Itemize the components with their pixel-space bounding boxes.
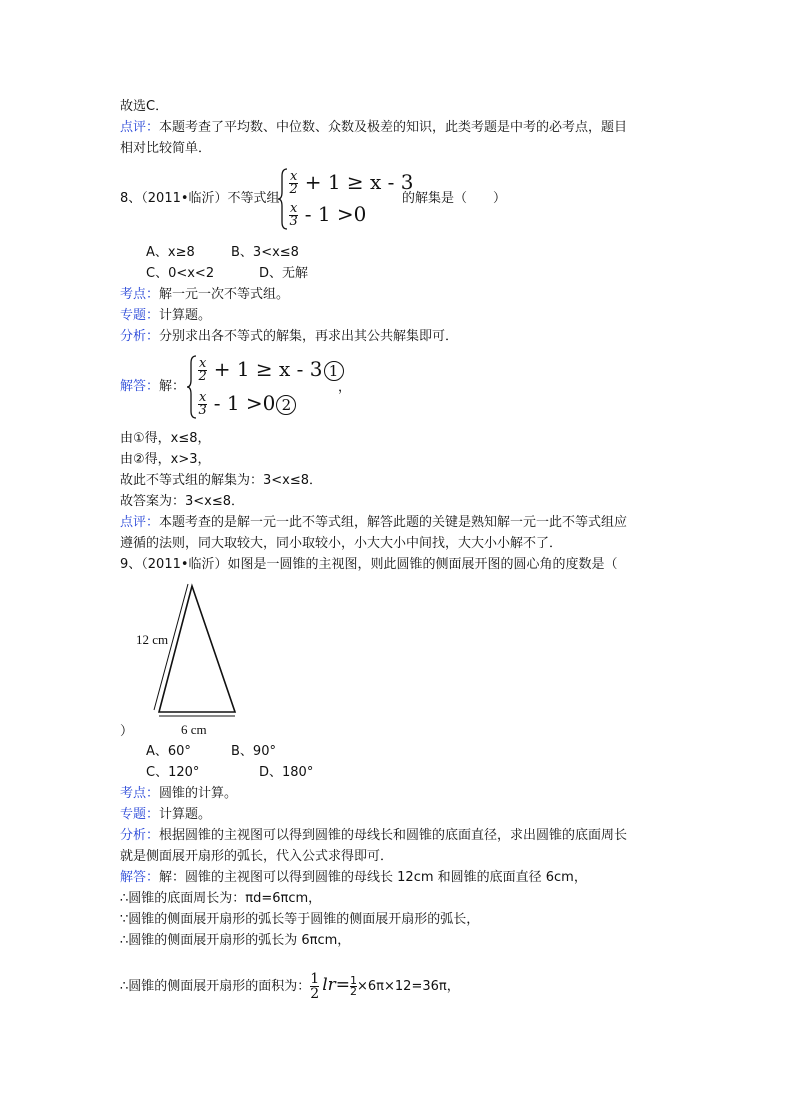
frac-num: x [290, 201, 298, 216]
jieda-label: 解答： [120, 379, 160, 394]
q9-line-1: ∴圆锥的底面周长为：πd=6πcm， [120, 891, 322, 906]
review-text: 本题考查了平均数、中位数、众数及极差的知识，此类考题是中考的必考点，题目 [159, 120, 628, 135]
q8-option-c: C、0<x<2 [146, 266, 215, 281]
q8-zhuanti [120, 306, 211, 326]
ineq-1-text: + 1 ≥ x - 3 [304, 170, 414, 194]
q9-zhuanti [120, 805, 211, 825]
fenxi-label: 分析： [120, 828, 160, 843]
q8-stem-after: 的解集是（ ） [402, 191, 507, 206]
answer-line: 故选C． [120, 99, 169, 114]
q9-stem: 9、（2011•临沂）如图是一圆锥的主视图，则此圆锥的侧面展开图的圆心角的度数是（ [120, 557, 618, 572]
q8-option-b: B、3<x≤8 [231, 245, 299, 260]
q9-kaodian [120, 784, 237, 804]
q8-stem-before: 8、（2011•临沂）不等式组 [120, 191, 280, 206]
q9-line-4 [120, 972, 460, 1001]
zhuanti-label: 专题： [120, 807, 160, 822]
fenxi-text: 分别求出各不等式的解集，再求出其公共解集即可． [159, 329, 459, 344]
q8-kaodian [120, 285, 289, 305]
ans-ineq-2-text: - 1 >0 [213, 391, 276, 415]
ineq-2-text: - 1 >0 [304, 202, 367, 226]
kaodian-label: 考点： [120, 287, 160, 302]
lr-expression: lr= [322, 975, 351, 995]
left-brace-icon [278, 168, 288, 230]
q8-jieda [120, 377, 185, 397]
q8-review-cont: 遵循的法则，同大取较大，同小取较小，小大大小中间找，大大小小解不了． [120, 536, 563, 551]
fenxi-text: 根据圆锥的主视图可以得到圆锥的母线长和圆锥的底面直径，求出圆锥的底面周长 [159, 828, 628, 843]
frac-num: 1 [350, 974, 358, 987]
q9-fenxi-cont: 就是侧面展开扇形的弧长，代入公式求得即可． [120, 849, 394, 864]
q9-fenxi [120, 826, 627, 846]
q8-ans-comma: ， [338, 380, 352, 395]
base-length-label: 6 cm [181, 722, 207, 737]
frac-num: x [199, 356, 207, 371]
q9-line-4-after: ×6π×12=36π， [357, 979, 460, 994]
q8-ineq-1 [289, 170, 414, 196]
frac-den: 2 [289, 182, 298, 197]
left-brace-icon [187, 355, 197, 419]
q8-step-3: 故此不等式组的解集为：3<x≤8． [120, 473, 323, 488]
frac-num: 1 [310, 971, 320, 987]
q8-option-d: D、无解 [259, 266, 309, 281]
frac-den: 3 [198, 403, 207, 418]
frac-den: 3 [289, 214, 298, 229]
circled-1-icon: 1 [324, 361, 344, 381]
zhuanti-text: 计算题。 [159, 308, 212, 323]
q8-option-a: A、x≥8 [146, 245, 195, 260]
circled-2-icon: 2 [276, 395, 296, 415]
q7-review [120, 118, 627, 138]
jieda-text: 解：圆锥的主视图可以得到圆锥的母线长 12cm 和圆锥的底面直径 6cm， [159, 870, 587, 885]
side-dimension-line [154, 584, 188, 710]
q8-step-4: 故答案为：3<x≤8． [120, 494, 245, 509]
zhuanti-label: 专题： [120, 308, 160, 323]
q8-ans-ineq-1 [198, 357, 344, 383]
q9-line-3: ∴圆锥的侧面展开扇形的弧长为 6πcm， [120, 933, 351, 948]
jieda-label: 解答： [120, 870, 160, 885]
review-label: 点评： [120, 515, 160, 530]
q8-inequality-system [278, 168, 414, 230]
q9-line-4-before: ∴圆锥的侧面展开扇形的面积为： [120, 979, 311, 994]
fenxi-label: 分析： [120, 329, 160, 344]
ans-ineq-1-text: + 1 ≥ x - 3 [213, 357, 323, 381]
q8-fenxi [120, 327, 458, 347]
kaodian-text: 解一元一次不等式组。 [159, 287, 290, 302]
q9-option-c: C、120° [146, 765, 200, 780]
frac-den: 2 [350, 985, 358, 998]
q9-jieda [120, 868, 587, 888]
side-length-label: 12 cm [136, 632, 169, 647]
zhuanti-text: 计算题。 [159, 807, 212, 822]
q8-step-2: 由②得，x>3， [120, 452, 211, 467]
cone-front-view-figure [128, 580, 252, 737]
q9-line-2: ∵圆锥的侧面展开扇形的弧长等于圆锥的侧面展开扇形的弧长， [120, 912, 480, 927]
frac-den: 2 [198, 369, 207, 384]
q7-review-cont: 相对比较简单． [120, 141, 212, 156]
q8-step-1: 由①得，x≤8， [120, 431, 211, 446]
kaodian-text: 圆锥的计算。 [159, 786, 238, 801]
review-text: 本题考查的是解一元一此不等式组，解答此题的关键是熟知解一元一此不等式组应 [159, 515, 628, 530]
q9-option-b: B、90° [231, 744, 276, 759]
q9-option-d: D、180° [259, 765, 314, 780]
jieda-text: 解： [159, 379, 186, 394]
q8-answer-system [187, 355, 347, 419]
frac-den: 2 [310, 986, 320, 1002]
frac-num: x [290, 169, 298, 184]
frac-num: x [199, 390, 207, 405]
q8-ineq-2 [289, 202, 366, 228]
q8-ans-ineq-2 [198, 391, 296, 417]
q9-stem-close: ） [120, 724, 134, 739]
kaodian-label: 考点： [120, 786, 160, 801]
q9-option-a: A、60° [146, 744, 191, 759]
q8-review [120, 513, 627, 533]
review-label: 点评： [120, 120, 160, 135]
